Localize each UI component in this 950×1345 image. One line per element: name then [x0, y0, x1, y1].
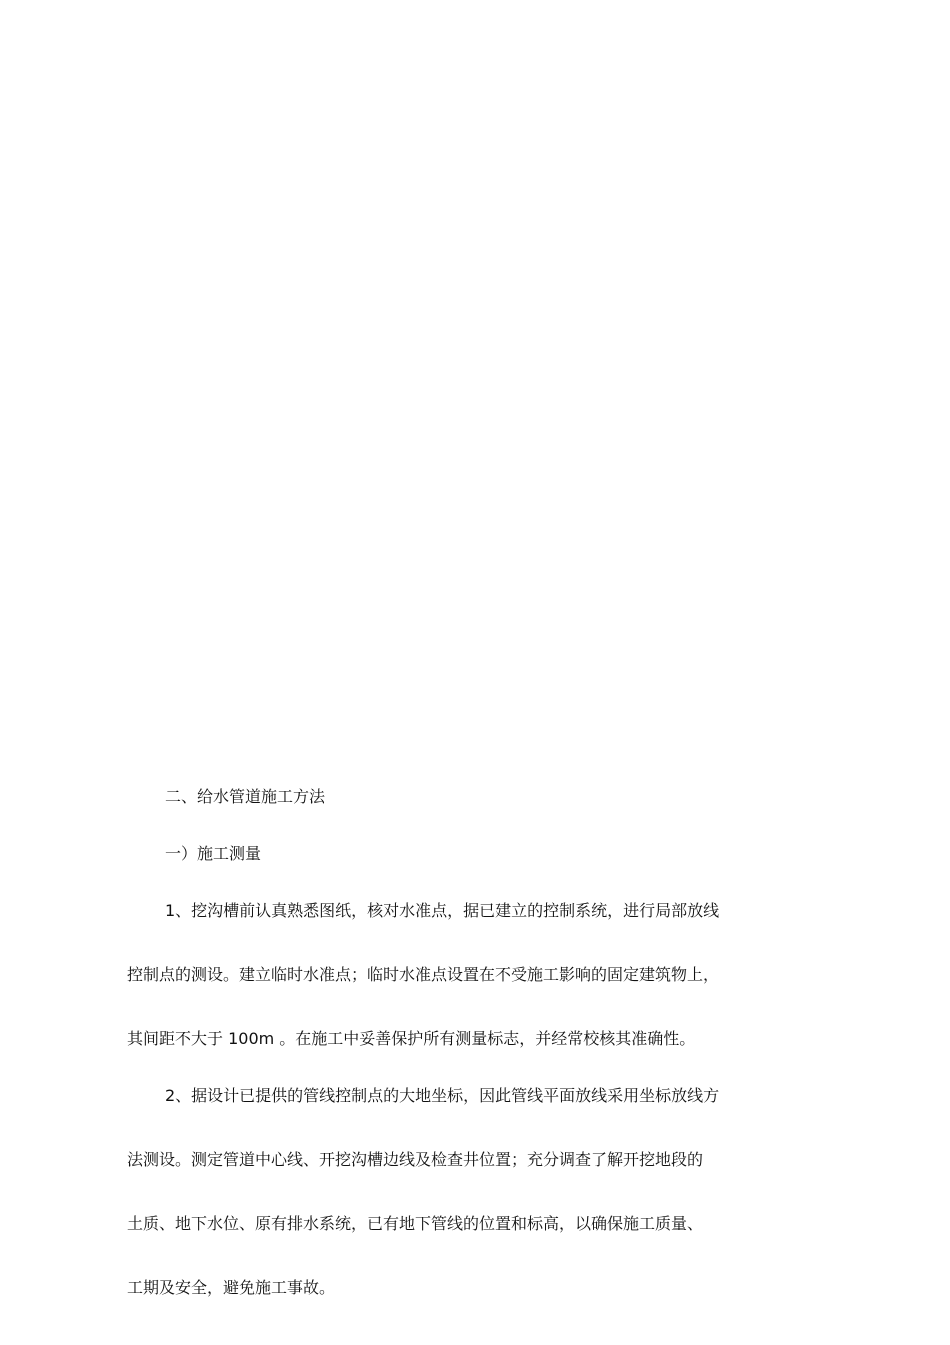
paragraph-line: 其间距不大于 100m 。在施工中妥善保护所有测量标志，并经常校核其准确性。 [127, 1029, 696, 1048]
paragraph-line: 控制点的测设。建立临时水准点；临时水准点设置在不受施工影响的固定建筑物上， [127, 965, 720, 984]
document-body [127, 786, 792, 1334]
paragraph-line: 1、挖沟槽前认真熟悉图纸，核对水准点，据已建立的控制系统，进行局部放线 [165, 901, 720, 920]
paragraph-line: 工期及安全，避免施工事故。 [127, 1278, 336, 1297]
paragraph-line: 法测设。测定管道中心线、开挖沟槽边线及检查井位置；充分调查了解开挖地段的 [127, 1150, 704, 1169]
subsection-heading: 一）施工测量 [165, 844, 262, 863]
paragraph-2 [127, 1085, 792, 1299]
paragraph-1 [127, 900, 792, 1050]
paragraph-line: 土质、地下水位、原有排水系统，已有地下管线的位置和标高，以确保施工质量、 [127, 1214, 704, 1233]
section-heading: 二、给水管道施工方法 [165, 787, 326, 806]
paragraph-line: 2、据设计已提供的管线控制点的大地坐标，因此管线平面放线采用坐标放线方 [165, 1086, 720, 1105]
